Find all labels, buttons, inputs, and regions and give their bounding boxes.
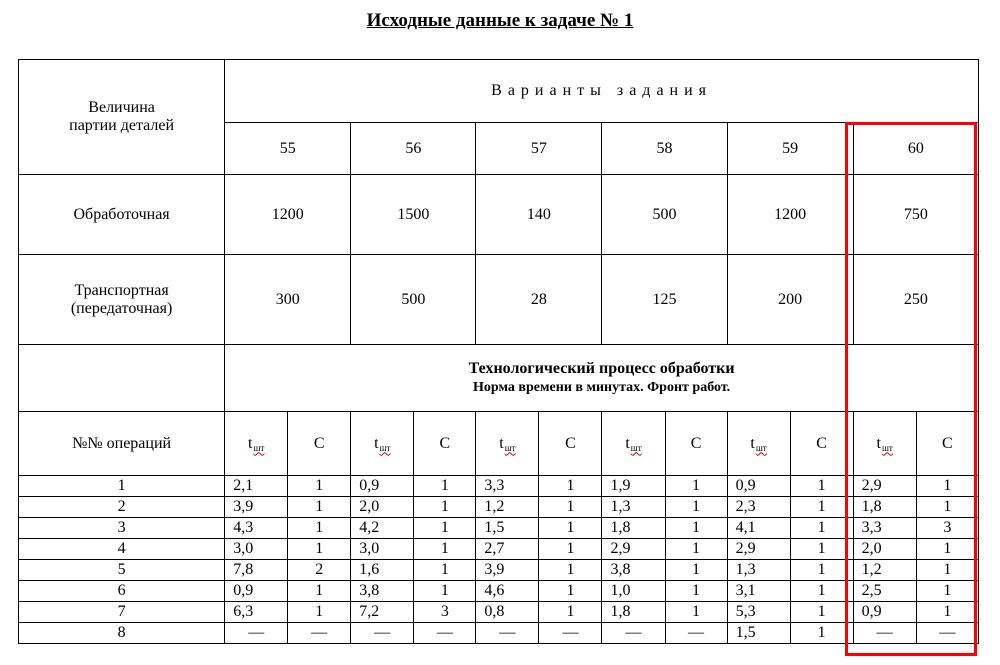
value-cell: 300 <box>225 255 351 345</box>
workstation-count-cell: 1 <box>539 539 602 560</box>
operation-number: 1 <box>19 476 225 497</box>
variant-number: 57 <box>476 123 602 175</box>
workstation-count-cell: — <box>916 623 978 644</box>
workstation-count-cell: — <box>414 623 476 644</box>
workstation-count-cell: 1 <box>790 602 853 623</box>
col-header-t-subscript: шт <box>379 442 391 453</box>
time-norm-cell: 1,8 <box>602 518 665 539</box>
time-norm-cell: 3,3 <box>853 518 916 539</box>
workstation-count-cell: 1 <box>414 518 476 539</box>
workstation-count-cell: 1 <box>414 539 476 560</box>
value-cell: 140 <box>476 175 602 255</box>
operation-number: 3 <box>19 518 225 539</box>
time-norm-cell: 1,3 <box>727 560 790 581</box>
time-norm-cell: 0,9 <box>351 476 414 497</box>
transfer-batch-label-line1: Транспортная <box>74 281 169 299</box>
operation-row <box>19 623 979 644</box>
value-cell: 750 <box>853 175 978 255</box>
time-norm-cell: 1,3 <box>602 497 665 518</box>
value-cell: 200 <box>727 255 853 345</box>
col-header-t <box>225 412 288 476</box>
time-norm-cell: 2,7 <box>476 539 539 560</box>
ops-header-row <box>19 412 979 476</box>
workstation-count-cell: 1 <box>790 623 853 644</box>
workstation-count-cell: 1 <box>916 476 978 497</box>
value-cell: 250 <box>853 255 978 345</box>
operation-row <box>19 476 979 497</box>
value-cell: 1200 <box>225 175 351 255</box>
time-norm-cell: 1,2 <box>476 497 539 518</box>
workstation-count-cell: 1 <box>790 560 853 581</box>
col-header-t-subscript: шт <box>881 442 893 453</box>
workstation-count-cell: 1 <box>288 581 351 602</box>
process-header <box>225 345 979 412</box>
time-norm-cell: 1,5 <box>727 623 790 644</box>
col-header-c: С <box>288 412 351 476</box>
header-row <box>19 60 979 123</box>
time-norm-cell: — <box>602 623 665 644</box>
empty-cell <box>19 345 225 412</box>
time-norm-cell: 3,0 <box>351 539 414 560</box>
time-norm-cell: 3,9 <box>225 497 288 518</box>
col-header-c: С <box>665 412 727 476</box>
workstation-count-cell: 1 <box>414 581 476 602</box>
time-norm-cell: — <box>853 623 916 644</box>
value-cell: 500 <box>602 175 727 255</box>
operation-number: 7 <box>19 602 225 623</box>
col-header-t <box>727 412 790 476</box>
time-norm-cell: 4,6 <box>476 581 539 602</box>
operation-row <box>19 602 979 623</box>
transfer-batch-label <box>19 255 225 345</box>
workstation-count-cell: 1 <box>916 497 978 518</box>
time-norm-cell: 0,9 <box>853 602 916 623</box>
operation-number: 5 <box>19 560 225 581</box>
operation-number: 4 <box>19 539 225 560</box>
operation-row <box>19 539 979 560</box>
workstation-count-cell: 1 <box>665 560 727 581</box>
time-norm-cell: 1,2 <box>853 560 916 581</box>
time-norm-cell: 0,8 <box>476 602 539 623</box>
col-header-t-main: t <box>248 434 253 452</box>
time-norm-cell: 6,3 <box>225 602 288 623</box>
time-norm-cell: 4,2 <box>351 518 414 539</box>
processing-batch-label: Обработочная <box>19 175 225 255</box>
col-header-t-subscript: шт <box>253 442 265 453</box>
operation-number: 6 <box>19 581 225 602</box>
col-header-t-main: t <box>750 434 755 452</box>
process-header-row <box>19 345 979 412</box>
time-norm-cell: 4,3 <box>225 518 288 539</box>
workstation-count-cell: — <box>665 623 727 644</box>
value-cell: 125 <box>602 255 727 345</box>
time-norm-cell: — <box>225 623 288 644</box>
workstation-count-cell: 1 <box>665 539 727 560</box>
col-header-c: С <box>790 412 853 476</box>
col-header-t <box>602 412 665 476</box>
workstation-count-cell: 1 <box>539 560 602 581</box>
workstation-count-cell: 1 <box>665 581 727 602</box>
time-norm-cell: 1,6 <box>351 560 414 581</box>
variant-number: 60 <box>853 123 978 175</box>
workstation-count-cell: 1 <box>916 602 978 623</box>
workstation-count-cell: 1 <box>414 497 476 518</box>
time-norm-cell: 2,5 <box>853 581 916 602</box>
workstation-count-cell: — <box>288 623 351 644</box>
time-norm-cell: 2,9 <box>727 539 790 560</box>
workstation-count-cell: 1 <box>414 560 476 581</box>
batch-size-label-line2: партии деталей <box>69 117 175 134</box>
time-norm-cell: 2,1 <box>225 476 288 497</box>
time-norm-cell: 3,1 <box>727 581 790 602</box>
workstation-count-cell: 1 <box>665 518 727 539</box>
value-cell: 1200 <box>727 175 853 255</box>
processing-batch-row <box>19 175 979 255</box>
time-norm-cell: 0,9 <box>225 581 288 602</box>
col-header-c: С <box>539 412 602 476</box>
page-title: Исходные данные к задаче № 1 <box>366 10 634 31</box>
workstation-count-cell: 1 <box>288 539 351 560</box>
transfer-batch-label-line2: (передаточная) <box>70 299 173 317</box>
time-norm-cell: 2,0 <box>853 539 916 560</box>
workstation-count-cell: 1 <box>916 581 978 602</box>
workstation-count-cell: 3 <box>916 518 978 539</box>
col-header-t-main: t <box>374 434 379 452</box>
workstation-count-cell: 1 <box>790 497 853 518</box>
value-cell: 28 <box>476 255 602 345</box>
time-norm-cell: — <box>476 623 539 644</box>
operation-number: 2 <box>19 497 225 518</box>
time-norm-cell: 3,9 <box>476 560 539 581</box>
workstation-count-cell: 3 <box>414 602 476 623</box>
operation-row <box>19 581 979 602</box>
workstation-count-cell: 1 <box>539 497 602 518</box>
time-norm-cell: 0,9 <box>727 476 790 497</box>
batch-size-label-line1: Величина <box>88 99 155 116</box>
operations-label: №№ операций <box>19 412 225 476</box>
variant-number: 58 <box>602 123 727 175</box>
col-header-t-subscript: шт <box>504 442 516 453</box>
value-cell: 500 <box>351 255 476 345</box>
time-norm-cell: 7,8 <box>225 560 288 581</box>
workstation-count-cell: 1 <box>539 476 602 497</box>
workstation-count-cell: 1 <box>916 539 978 560</box>
time-norm-cell: 4,1 <box>727 518 790 539</box>
workstation-count-cell: 1 <box>665 602 727 623</box>
workstation-count-cell: 1 <box>665 476 727 497</box>
time-norm-cell: 2,9 <box>602 539 665 560</box>
time-norm-cell: 2,9 <box>853 476 916 497</box>
time-norm-cell: 3,8 <box>351 581 414 602</box>
time-norm-cell: 5,3 <box>727 602 790 623</box>
variant-number: 55 <box>225 123 351 175</box>
process-subtitle: Норма времени в минутах. Фронт работ. <box>473 380 731 395</box>
variants-caption: Варианты задания <box>225 60 979 123</box>
process-title: Технологический процесс обработки <box>468 360 735 377</box>
time-norm-cell: 1,8 <box>853 497 916 518</box>
time-norm-cell: 2,3 <box>727 497 790 518</box>
workstation-count-cell: 1 <box>539 518 602 539</box>
time-norm-cell: 3,3 <box>476 476 539 497</box>
workstation-count-cell: 1 <box>539 581 602 602</box>
time-norm-cell: 3,8 <box>602 560 665 581</box>
workstation-count-cell: 1 <box>790 518 853 539</box>
workstation-count-cell: 1 <box>790 476 853 497</box>
value-cell: 1500 <box>351 175 476 255</box>
col-header-t-main: t <box>876 434 881 452</box>
time-norm-cell: — <box>351 623 414 644</box>
col-header-t-subscript: шт <box>755 442 767 453</box>
col-header-c: С <box>414 412 476 476</box>
time-norm-cell: 7,2 <box>351 602 414 623</box>
operation-number: 8 <box>19 623 225 644</box>
workstation-count-cell: 1 <box>665 497 727 518</box>
workstation-count-cell: 1 <box>414 476 476 497</box>
workstation-count-cell: 1 <box>288 497 351 518</box>
col-header-t <box>853 412 916 476</box>
col-header-t <box>476 412 539 476</box>
time-norm-cell: 1,9 <box>602 476 665 497</box>
workstation-count-cell: 1 <box>539 602 602 623</box>
time-norm-cell: 2,0 <box>351 497 414 518</box>
time-norm-cell: 1,0 <box>602 581 665 602</box>
variant-number: 56 <box>351 123 476 175</box>
workstation-count-cell: 1 <box>288 518 351 539</box>
workstation-count-cell: 1 <box>288 602 351 623</box>
variant-number: 59 <box>727 123 853 175</box>
transfer-batch-row <box>19 255 979 345</box>
time-norm-cell: 3,0 <box>225 539 288 560</box>
col-header-c: С <box>916 412 978 476</box>
col-header-t <box>351 412 414 476</box>
col-header-t-main: t <box>499 434 504 452</box>
col-header-t-subscript: шт <box>630 442 642 453</box>
workstation-count-cell: 1 <box>790 539 853 560</box>
data-table <box>18 59 979 644</box>
workstation-count-cell: — <box>539 623 602 644</box>
batch-size-header <box>19 60 225 175</box>
time-norm-cell: 1,8 <box>602 602 665 623</box>
operation-row <box>19 497 979 518</box>
operation-row <box>19 560 979 581</box>
col-header-t-main: t <box>625 434 630 452</box>
operation-row <box>19 518 979 539</box>
time-norm-cell: 1,5 <box>476 518 539 539</box>
workstation-count-cell: 2 <box>288 560 351 581</box>
workstation-count-cell: 1 <box>288 476 351 497</box>
workstation-count-cell: 1 <box>790 581 853 602</box>
workstation-count-cell: 1 <box>916 560 978 581</box>
